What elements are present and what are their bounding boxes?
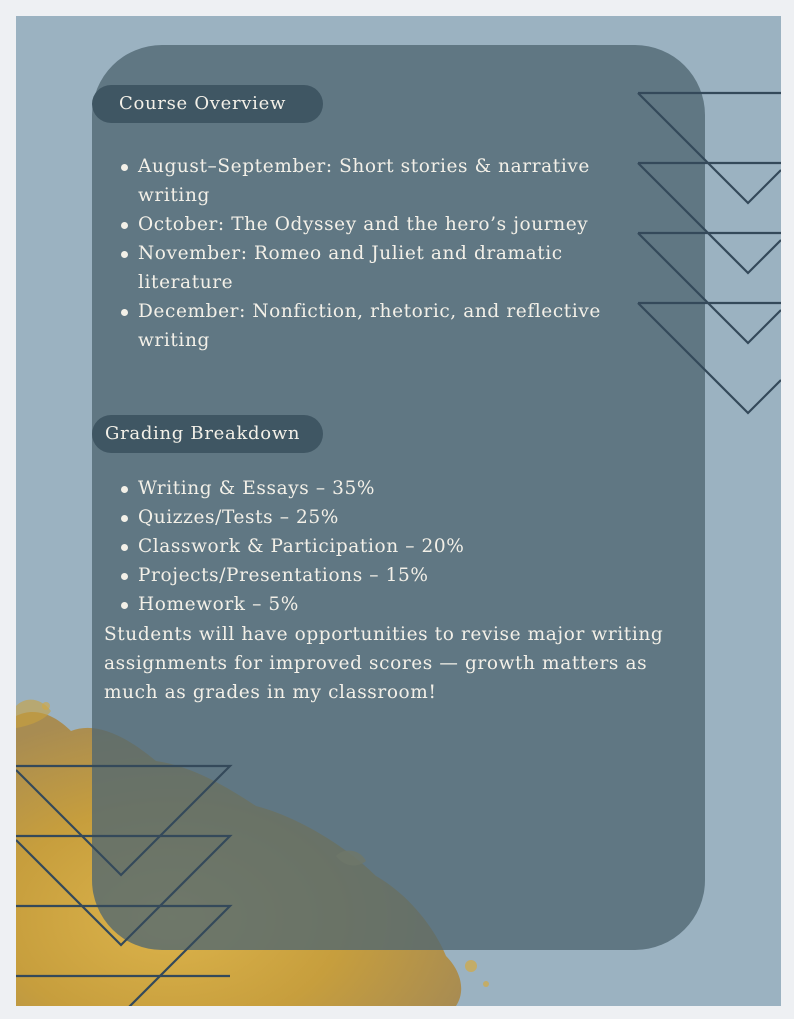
grading-breakdown-list xyxy=(118,474,618,619)
course-overview-list xyxy=(118,152,638,355)
list-item: October: The Odyssey and the hero’s journey xyxy=(138,210,638,239)
revision-note: Students will have opportunities to revise major writing assignments for improved scores — growth matters as much as grades in my classroom! xyxy=(104,624,664,703)
course-overview-heading: Course Overview xyxy=(92,85,323,123)
triangle-stack-right xyxy=(638,93,781,413)
list-item: Projects/Presentations – 15% xyxy=(138,561,618,590)
list-item: November: Romeo and Juliet and dramatic literature xyxy=(138,239,638,297)
list-item: Classwork & Participation – 20% xyxy=(138,532,618,561)
flyer-page xyxy=(16,16,781,1006)
list-item: August–September: Short stories & narrative writing xyxy=(138,152,638,210)
list-item: Homework – 5% xyxy=(138,590,618,619)
grading-breakdown-heading: Grading Breakdown xyxy=(92,415,323,453)
triangle-stack-left xyxy=(16,766,230,1006)
list-item: Quizzes/Tests – 25% xyxy=(138,503,618,532)
list-item: Writing & Essays – 35% xyxy=(138,474,618,503)
list-item: December: Nonfiction, rhetoric, and reflective writing xyxy=(138,297,638,355)
